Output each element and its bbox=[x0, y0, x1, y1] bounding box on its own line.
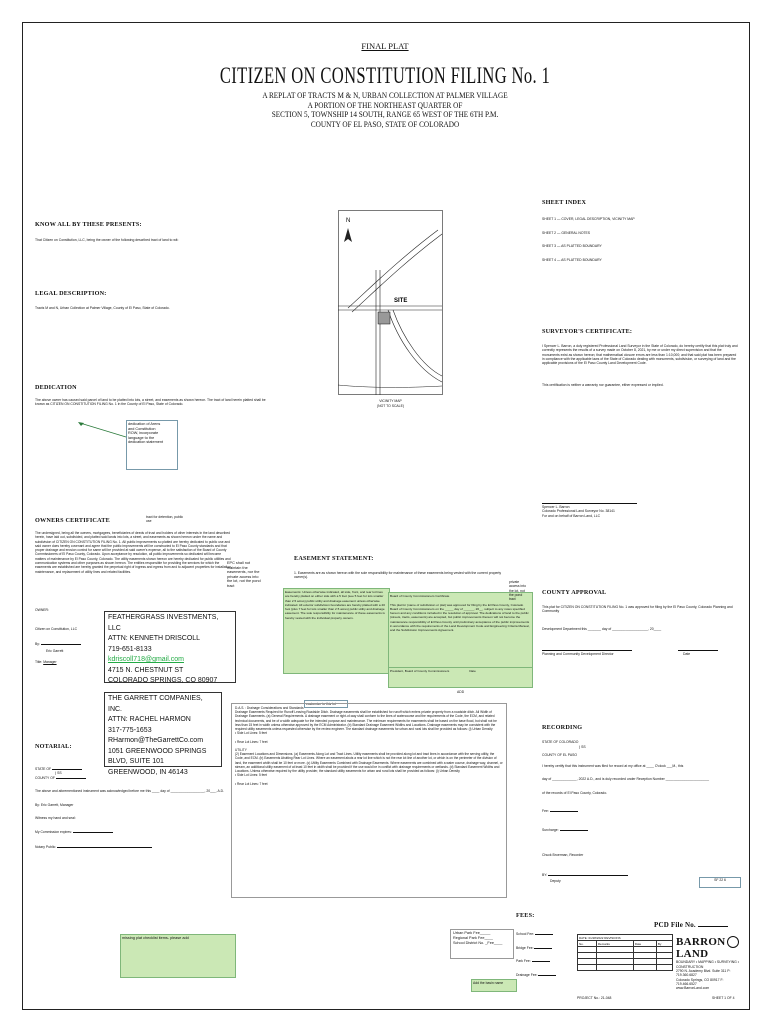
county-approval-heading: COUNTY APPROVAL bbox=[542, 589, 607, 596]
comment-arrow-icon bbox=[76, 420, 128, 440]
county-approval-date: Date bbox=[683, 652, 691, 656]
know-all-heading: KNOW ALL BY THESE PRESENTS: bbox=[35, 221, 142, 228]
owner-entity: Citizen on Constitution, LLC bbox=[35, 627, 78, 631]
recording-records: of the records of El Paso County, Colorado. bbox=[542, 791, 608, 795]
comment-tract-for-detention[interactable]: tract for detention, public use bbox=[146, 515, 184, 524]
surveyor-certificate-text: I Spencer L. Barron, a duly registered Professional Land Surveyor in the State of Colorado, do hereby certify that this plat truly and correctly represents the results of a survey made on October 8, 2021, by me or under my direct supervision and that the monuments exist as shown hereon; that mathematical closure errors are less than 1:10,000; and that said plat has been prepared in compliance with the applicable laws of the State of Colorado dealing with monuments, subdivision, or surveying of land and the applicable provisions of the El Paso County Land Development Code. bbox=[542, 344, 738, 366]
dedication-text: The above owner has caused said parcel of land to be platted into lots, a street, and easements as shown hereon. The tract of land herein platted shall be known as CITIZEN ON CONSTITUTION FILING No. 1 in the County of El Paso, State of Colorado. bbox=[35, 398, 266, 407]
plat-type: FINAL PLAT bbox=[361, 41, 409, 51]
vicinity-map-label: VICINITY MAP bbox=[379, 399, 402, 403]
comment-board-certificate[interactable]: Board of County Commissioners Certificate This plat for (name of subdivision or plat) was approved for filing by the El Paso County, Colorado Board of County Commissioners on the _____ day of ______, 20__, subject to any notes specified hereon and any conditions included in the resolution of approval. The dedications of land to the public (streets, tracts, easements) are accepted, but public improvements thereon will not become the maintenance responsibility of El Paso County until preliminary acceptance of the public improvements in accordance with the requirements of the Land Development Code and Engineering Criteria Manual, and the Subdivision Improvements Agreement. bbox=[388, 592, 533, 676]
know-all-text: That Citizen on Constitution, LLC, being the owner of the following described tract of land to wit: bbox=[35, 238, 179, 242]
recording-county: COUNTY OF EL PASO bbox=[542, 753, 577, 757]
county-approval-director: Planning and Community Development Director bbox=[542, 652, 614, 656]
sheet-index-item: SHEET 4 — AS PLATTED BOUNDARY bbox=[542, 257, 602, 262]
recording-text: I hereby certify that this instrument was filed for record at my office at ____ O'clock ___M., this bbox=[542, 764, 684, 768]
signature-line bbox=[678, 650, 718, 651]
comment-customize[interactable]: customize to this lot bbox=[304, 700, 348, 708]
site-label: SITE bbox=[394, 298, 408, 304]
comment-dedication[interactable]: dedication of Arens and Constitution ROW, incorporate language to the dedication statement bbox=[126, 420, 178, 470]
notarial-text: The above and aforementioned instrument was acknowledged before me this ____ day of __________________, 20___, A.D. bbox=[35, 789, 225, 793]
sheet-index-item: SHEET 3 — AS PLATTED BOUNDARY bbox=[542, 244, 602, 248]
legal-description-text: Tracts M and N, Urban Collection at Palmer Village, County of El Paso, State of Colorado. bbox=[35, 306, 170, 310]
signature-line bbox=[542, 650, 632, 651]
company-logo: BARRONLAND bbox=[676, 936, 744, 960]
notarial-by: By: Eric Garrett, Manager bbox=[35, 803, 74, 807]
comment-board-signature[interactable]: President, Board of County Commissioners Date bbox=[388, 667, 533, 688]
company-block: BARRONLAND BOUNDARY • MAPPING • SURVEYING • CONSTRUCTION 2790 N. Academy Blvd. Suite 311 P: 719.360.6827 Colorado Springs, CO 80917 F: 719.466.6527 www.BarronLand.com bbox=[676, 936, 744, 986]
project-number: PROJECT No.: 21-048 bbox=[577, 996, 612, 1000]
surveyor-certificate-heading: SURVEYOR'S CERTIFICATE: bbox=[542, 328, 633, 335]
comment-easements[interactable]: Easements: Unless otherwise indicated, all side, front, and rear lot lines are hereby platted on either side with a 5 foot (see 5 feet for lots smaller than 2.5 acres) public utility and drainage easement unless otherwise indicated. All exterior subdivision boundaries are hereby platted with a 20 foot (plus 7 feet for lots smaller than 2.5 acres) public utility and drainage easement. The sole responsibility for maintenance of these easements is hereby vested with the individual property owners. bbox=[283, 588, 390, 674]
revisions-table: DATE: 01/28/2022 REVISIONS No. Remarks Date By bbox=[577, 934, 673, 971]
recording-deputy: Deputy bbox=[550, 879, 561, 883]
recording-state: STATE OF COLORADO bbox=[542, 740, 579, 744]
comment-epc[interactable]: EPC shall not maintain the easements, nor the private access into the lot, not the pond tract bbox=[227, 561, 261, 588]
plat-title: CITIZEN ON CONSTITUTION FILING No. 1 bbox=[219, 63, 551, 88]
owner-by-line: By: bbox=[35, 642, 81, 646]
plat-subtitle: A REPLAT OF TRACTS M & N, URBAN COLLECTION AT PALMER VILLAGE A PORTION OF THE NORTHEAST QUARTER OF SECTION 5, TOWNSHIP 14 SOUTH, RANGE 65 WEST OF THE 6TH P.M. COUNTY OF EL PASO, STATE OF COLORADO bbox=[262, 90, 508, 129]
sheet-index-heading: SHEET INDEX bbox=[542, 199, 587, 206]
comment-missing-checklist[interactable]: missing plat checklist items- please add bbox=[120, 934, 236, 978]
notarial-ss: ) SS bbox=[55, 771, 62, 775]
owners-certificate-heading: OWNERS CERTIFICATE bbox=[35, 517, 110, 524]
notarial-heading: NOTARIAL: bbox=[35, 743, 72, 750]
county-approval-department: Development Department this _______ day of ___________________, 20____ bbox=[542, 627, 662, 631]
owner-signer: Eric Garrett bbox=[46, 649, 64, 653]
drainage-utility-notes: D.A.S. : Drainage Considerations and Standards Drainage Easements Required for Runoff Leaving Roadside Ditch. Drainage easements shall be established for runoff which enters private property from a roadside ditch. All Width of Drainage Easements. (a) General Requirements. A drainage easement or right-of-way shall conform to the lines of watercourse and the requirements of the Code, the ECM, and related technical documents, and be of a width adequate for the intended purpose and maintenance. The minimum requirements for easements shall be based on the base flood, but shall not be less than 15 feet in width unless otherwise approved by the ECM Administrator. (b) Standard Drainage Easement Widths and Locations. Drainage easements may be consistent with the required utility easements unless requested otherwise by the review engineer. The standard drainage easements for urban and rural lots shall be provided as follows: (i) Urban Density • Side Lot Lines: 5 feet • Rear Lot Lines: 7 feet UTILITY (2) Easement Locations and Dimensions. (a) Easements Along Lot and Tract Lines. Utility easements shall be provided along lot and tract lines in accordance with the serving utility, the Code, and ECM. (b) Easements Abutting Rear Lot Lines. Where an easement abuts a rear lot line which is not the rear lot line of another lot, or which is on the perimeter of the division of land, the easement width shall be 10 feet or more. (c) Utility Easements Combined with Drainage Easements. Where easements are combined with a water course, drainage way, channel, or stream, an additional utility easement of at least 10 feet in width shall be provided if the use would be in conflict with drainage requirements or wetlands. (d) Standard Easement Widths and Locations. Unless otherwise required by the utility provider, the standard utility easements for urban and rural lots shall be provided as follows: (i) Urban Density • Side Lot Lines: 5 feet • Rear Lot Lines: 7 feet bbox=[231, 703, 507, 898]
recording-day: day of _____________, 2022 A.D., and is duly recorded under Reception Number _______________________ bbox=[542, 777, 710, 781]
owners-certificate-text: The undersigned, being all the owners, mortgagees, beneficiaries of deeds of trust and holders of other interests in the land described herein, have laid out, subdivided, and platted said lands into lots, a street, and easements as shown hereon under the name and subdivision of CITIZEN ON CONSTITUTION FILING No. 1. All public improvements so platted are hereby dedicated to public use and said owner does hereby covenant and agree that the public improvements will be constructed to El Paso County standards and that proper drainage and erosion control for same will be provided at said owner's expense, all to the satisfaction of the Board of County Commissioners of El Paso County, Colorado. Upon acceptance by resolution, all public improvements so dedicated will become matters of maintenance by El Paso County, Colorado. The utility easements shown hereon are hereby dedicated for public utilities and communication systems and other purposes as shown hereon. The entities responsible for providing the services for which the easements are established are hereby granted the perpetual right of ingress and egress from and to adjacent properties for installation, maintenance, and replacement of utility lines and related facilities. bbox=[35, 531, 232, 574]
comment-basin[interactable]: Add the basin name bbox=[471, 979, 517, 992]
comment-add[interactable]: ADD bbox=[457, 690, 465, 694]
svg-text:N: N bbox=[346, 218, 351, 224]
owner-title: Title: Manager bbox=[35, 660, 57, 664]
easement-statement-heading: EASEMENT STATEMENT: bbox=[294, 555, 374, 562]
easement-statement-text: 1. Easements are as shown hereon with the sole responsibility for maintenance of these easements being vested with the current property owner(s). bbox=[294, 571, 502, 580]
legal-description-heading: LEGAL DESCRIPTION: bbox=[35, 290, 107, 297]
recording-fee: Fee: bbox=[542, 809, 578, 813]
pcd-file-number: PCD File No. bbox=[654, 921, 728, 929]
comment-sf[interactable]: SF 22 6 bbox=[699, 877, 741, 888]
notarial-county: COUNTY OF bbox=[35, 776, 86, 780]
owner-contact-box-2: THE GARRETT COMPANIES, INC. ATTN: RACHEL HARMON 317-775-1653 RHarmon@TheGarrettCo.com 1051 GREENWOOD SPRINGS BLVD, SUITE 101 GREENWOOD, IN 46143 bbox=[104, 692, 222, 767]
notarial-state: STATE OF bbox=[35, 767, 82, 771]
sheet-index-item: SHEET 1 — COVER, LEGAL DESCRIPTION, VICINITY MAP bbox=[542, 217, 635, 221]
comment-private-access[interactable]: private access into the lot, not the pond tract bbox=[509, 580, 526, 602]
fees-heading: FEES: bbox=[516, 912, 535, 919]
surveyor-signature-block: Spencer L. Barron Colorado Professional Land Surveyor No. 38141 For and on behalf of Barron Land, LLC bbox=[542, 505, 615, 518]
notarial-witness: Witness my hand and seal: bbox=[35, 816, 76, 820]
surveyor-warranty: This certification is neither a warranty nor guarantee, either expressed or implied. bbox=[542, 383, 664, 387]
fees-list: School Fee: Bridge Fee: Park Fee: Drainage Fee: bbox=[516, 928, 556, 982]
county-approval-text: This plat for CITIZEN ON CONSTITUTION FILING No. 1 was approved for filing by the El Paso County, Colorado Planning and Community bbox=[542, 605, 733, 614]
park-school-fees-box: Urban Park Fee_____ Regional Park Fee____ School District No. _Fee____ bbox=[450, 929, 514, 959]
recording-ss: ) SS bbox=[579, 745, 586, 749]
owner-contact-box-1: FEATHERGRASS INVESTMENTS, LLC ATTN: KENNETH DRISCOLL 719-651-8133 kdriscoll718@gmail.com 4715 N. CHESTNUT ST COLORADO SPRINGS, CO 80907 bbox=[104, 611, 236, 683]
sheet-index-list bbox=[542, 213, 722, 267]
recording-heading: RECORDING bbox=[542, 724, 583, 731]
sheet-number: SHEET 1 OF 4 bbox=[712, 996, 735, 1000]
notarial-commission: My Commission expires: bbox=[35, 830, 113, 834]
owner-label: OWNER: bbox=[35, 608, 49, 612]
recording-by: BY: bbox=[542, 873, 628, 877]
signature-line bbox=[542, 503, 637, 504]
recording-surcharge: Surcharge: bbox=[542, 828, 588, 832]
dedication-heading: DEDICATION bbox=[35, 384, 77, 391]
notarial-notary: Notary Public: bbox=[35, 845, 152, 849]
recording-recorder: Chuck Broerman, Recorder bbox=[542, 853, 584, 857]
vicinity-map bbox=[338, 210, 443, 395]
vicinity-map-scale: (NOT TO SCALE) bbox=[377, 404, 404, 408]
sheet-index-item: SHEET 2 — GENERAL NOTES bbox=[542, 230, 591, 235]
